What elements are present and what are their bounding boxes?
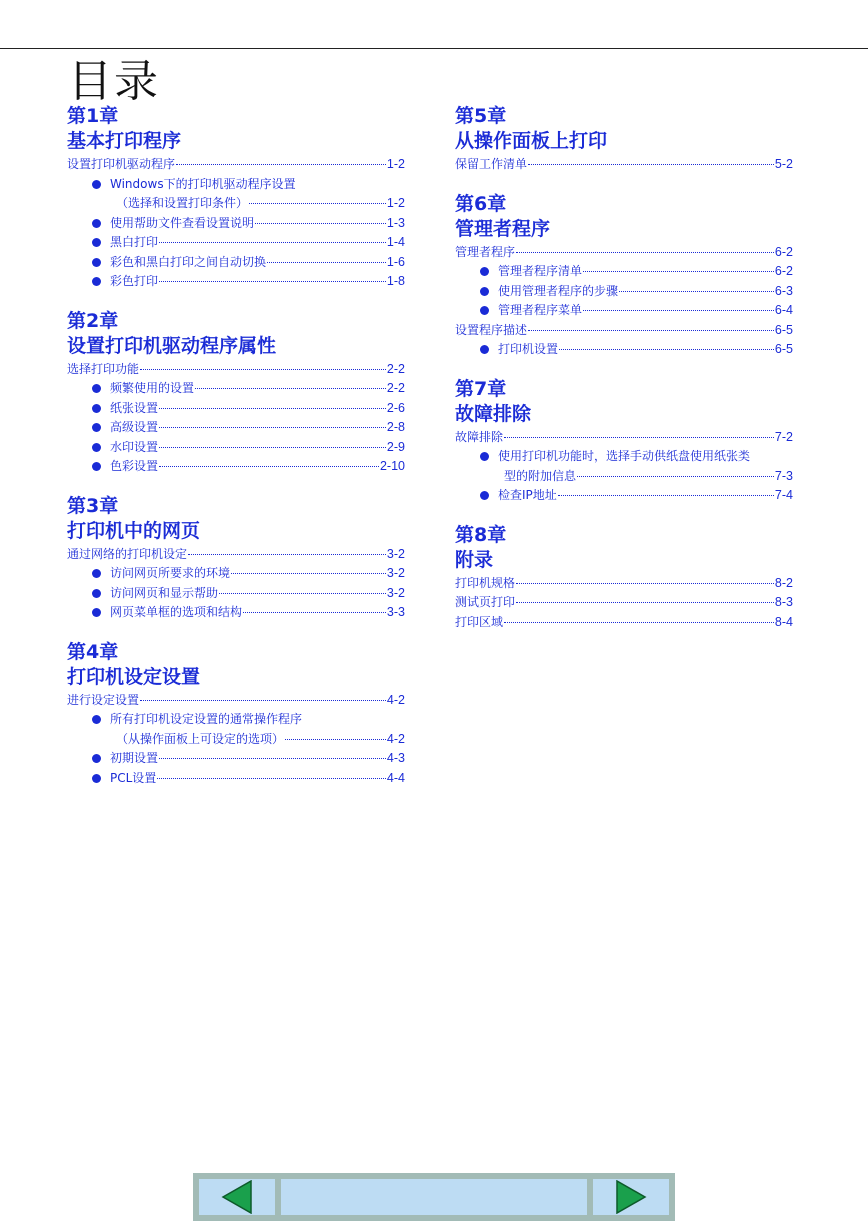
chapter-number: 第6章 [455, 192, 507, 215]
toc-subentry[interactable] [67, 399, 405, 419]
entry-text: 设置程序描述 [455, 322, 528, 337]
dot-leader [243, 612, 386, 613]
page-number: 6-2 [774, 264, 793, 278]
page-number: 1-6 [386, 254, 405, 269]
entry-text-continued: 型的附加信息 [504, 468, 577, 483]
page-number: 8-4 [774, 614, 793, 629]
entry-text: 管理者程序 [455, 244, 516, 259]
chapter-title[interactable]: 打印机设定设置 [67, 665, 201, 688]
chapter-number: 第8章 [455, 523, 507, 546]
dot-leader [516, 252, 774, 253]
entry-text-continued: （选择和设置打印条件） [116, 196, 249, 210]
dot-leader [285, 739, 386, 740]
toc-entry[interactable] [455, 321, 793, 341]
dot-leader [583, 310, 774, 311]
toc-entry[interactable] [67, 155, 405, 175]
chapter-section [455, 104, 793, 175]
chapter-number: 第2章 [67, 309, 119, 332]
entry-text: 初期设置 [110, 751, 159, 765]
toc-subentry[interactable] [455, 282, 793, 302]
entry-text: 访问网页所要求的环境 [110, 566, 231, 580]
chapter-section [67, 640, 405, 789]
entry-text: 网页菜单框的选项和结构 [110, 605, 243, 619]
header-rule [0, 48, 868, 49]
dot-leader [504, 437, 774, 438]
toc-subentry[interactable] [455, 486, 793, 506]
entry-text: 频繁使用的设置 [110, 381, 195, 395]
dot-leader [255, 223, 386, 224]
chapter-title[interactable]: 设置打印机驱动程序属性 [67, 334, 277, 357]
chapter-section [67, 309, 405, 477]
chapter-title[interactable]: 基本打印程序 [67, 130, 182, 152]
toc-subentry[interactable] [67, 418, 405, 438]
toc-subentry[interactable] [455, 447, 793, 486]
entry-text: 高级设置 [110, 420, 159, 434]
dot-leader [516, 602, 774, 603]
dot-leader [159, 427, 386, 428]
chapter-number: 第1章 [67, 105, 119, 127]
dot-leader [219, 593, 386, 594]
page-number: 6-3 [774, 283, 793, 298]
chapter-title[interactable]: 附录 [455, 548, 494, 571]
page-number: 4-4 [386, 770, 405, 785]
toc-entry[interactable] [455, 428, 793, 448]
dot-leader [159, 408, 386, 409]
entry-text: 所有打印机设定设置的通常操作程序 [110, 712, 303, 726]
dot-leader [619, 291, 774, 292]
entry-text: 打印机设置 [498, 342, 559, 356]
dot-leader [504, 622, 774, 623]
toc-entry[interactable] [455, 593, 793, 613]
dot-leader [157, 778, 386, 779]
chapter-section [455, 377, 793, 506]
previous-page-button[interactable] [199, 1179, 275, 1215]
page-number: 2-9 [386, 439, 405, 454]
entry-text: 彩色和黑白打印之间自动切换 [110, 254, 267, 269]
toc-right-column [455, 104, 793, 649]
entry-text: 彩色打印 [110, 274, 159, 288]
entry-text: 纸张设置 [110, 400, 159, 415]
page-number: 2-8 [386, 420, 405, 434]
entry-text: 使用帮助文件查看设置说明 [110, 215, 255, 230]
toc-subentry[interactable] [67, 233, 405, 253]
chapter-number: 第5章 [455, 105, 507, 127]
page-number: 2-2 [386, 381, 405, 395]
chapter-number: 第3章 [67, 494, 119, 517]
page-number: 8-2 [774, 575, 793, 590]
chapter-number: 第7章 [455, 377, 507, 400]
chapter-title[interactable]: 从操作面板上打印 [455, 130, 608, 152]
chapter-section [455, 192, 793, 360]
toc-entry[interactable] [455, 243, 793, 263]
chapter-number: 第4章 [67, 640, 119, 663]
entry-text: PCL设置 [110, 770, 157, 785]
entry-text: 打印机规格 [455, 575, 516, 590]
dot-leader [140, 700, 386, 701]
page-number: 4-3 [386, 751, 405, 765]
dot-leader [559, 349, 774, 350]
entry-text-continued-row [110, 194, 405, 214]
entry-text: 测试页打印 [455, 595, 516, 609]
dot-leader [267, 262, 386, 263]
page-number: 5-2 [774, 157, 793, 171]
page-number: 7-2 [774, 429, 793, 444]
triangle-right-icon [615, 1180, 647, 1214]
dot-leader [249, 203, 386, 204]
page-number: 6-2 [774, 244, 793, 259]
dot-leader [583, 271, 774, 272]
dot-leader [159, 281, 386, 282]
dot-leader [140, 369, 386, 370]
page-number: 2-10 [379, 459, 405, 473]
entry-text: 通过网络的打印机设定 [67, 546, 188, 561]
toc-subentry[interactable] [67, 379, 405, 399]
chapter-section [455, 523, 793, 633]
toc-subentry[interactable] [67, 710, 405, 749]
page-number: 6-5 [774, 322, 793, 337]
page-number: 4-2 [386, 692, 405, 707]
toc-left-column [67, 104, 405, 805]
entry-text: 管理者程序菜单 [498, 303, 583, 317]
toc-subentry[interactable] [67, 272, 405, 292]
entry-text: 打印区域 [455, 614, 504, 629]
page-number: 8-3 [774, 595, 793, 609]
chapter-title[interactable]: 打印机中的网页 [67, 519, 201, 542]
toc-subentry[interactable] [455, 301, 793, 321]
entry-text: 选择打印功能 [67, 361, 140, 376]
entry-text: 保留工作清单 [455, 157, 528, 171]
dot-leader [159, 447, 386, 448]
toc-entry[interactable] [455, 613, 793, 633]
entry-text-continued-row [110, 730, 405, 750]
dot-leader [159, 758, 386, 759]
toc-subentry[interactable] [67, 214, 405, 234]
toc-entry[interactable] [455, 155, 793, 175]
dot-leader [231, 573, 386, 574]
navigation-center-panel [281, 1179, 587, 1215]
entry-text-continued-row [498, 467, 793, 487]
toc-subentry[interactable] [67, 749, 405, 769]
toc-subentry[interactable] [67, 564, 405, 584]
dot-leader [528, 164, 774, 165]
chapter-title[interactable]: 管理者程序 [455, 217, 551, 240]
dot-leader [558, 495, 774, 496]
entry-text: 黑白打印 [110, 235, 159, 249]
entry-text: 使用管理者程序的步骤 [498, 283, 619, 298]
entry-text: Windows下的打印机驱动程序设置 [110, 176, 296, 191]
toc-subentry[interactable] [455, 262, 793, 282]
entry-text: 访问网页和显示帮助 [110, 585, 219, 600]
page-navigation-bar [193, 1173, 675, 1221]
entry-text: 管理者程序清单 [498, 264, 583, 278]
entry-text-continued: （从操作面板上可设定的选项） [116, 731, 285, 746]
toc-entry[interactable] [67, 360, 405, 380]
entry-text: 水印设置 [110, 439, 159, 454]
entry-text: 色彩设置 [110, 459, 159, 473]
next-page-button[interactable] [593, 1179, 669, 1215]
page-number: 6-4 [774, 303, 793, 317]
chapter-section [67, 494, 405, 623]
toc-subentry[interactable] [67, 457, 405, 477]
toc-entry[interactable] [455, 574, 793, 594]
toc-subentry[interactable] [67, 584, 405, 604]
entry-text: 检查IP地址 [498, 488, 557, 502]
chapter-section [67, 104, 405, 292]
page-number: 1-3 [386, 215, 405, 230]
page-title: 目录 [68, 56, 160, 107]
entry-text: 故障排除 [455, 429, 504, 444]
toc-entry[interactable] [67, 691, 405, 711]
toc-subentry[interactable] [67, 769, 405, 789]
page-number: 3-3 [386, 605, 405, 619]
page-number: 2-2 [386, 361, 405, 376]
dot-leader [195, 388, 386, 389]
triangle-left-icon [221, 1180, 253, 1214]
toc-subentry[interactable] [67, 438, 405, 458]
page-number: 7-4 [774, 488, 793, 502]
toc-subentry[interactable] [67, 603, 405, 623]
page-number: 6-5 [774, 342, 793, 356]
page-number: 3-2 [386, 585, 405, 600]
page-number: 2-6 [386, 400, 405, 415]
page-number: 7-3 [774, 468, 793, 483]
toc-subentry[interactable] [67, 175, 405, 214]
page-number: 1-2 [386, 157, 405, 171]
chapter-title[interactable]: 故障排除 [455, 402, 532, 425]
entry-text: 设置打印机驱动程序 [67, 157, 176, 171]
page-number: 1-2 [386, 196, 405, 210]
entry-text: 进行设定设置 [67, 692, 140, 707]
page-number: 4-2 [386, 731, 405, 746]
dot-leader [528, 330, 774, 331]
dot-leader [159, 466, 379, 467]
toc-subentry[interactable] [67, 253, 405, 273]
page-number: 3-2 [386, 546, 405, 561]
dot-leader [176, 164, 386, 165]
dot-leader [188, 554, 386, 555]
toc-subentry[interactable] [455, 340, 793, 360]
page-number: 1-8 [386, 274, 405, 288]
entry-text: 使用打印机功能时，选择手动供纸盘使用纸张类 [498, 449, 751, 463]
page-number: 1-4 [386, 235, 405, 249]
page-number: 3-2 [386, 566, 405, 580]
dot-leader [159, 242, 386, 243]
dot-leader [577, 476, 774, 477]
dot-leader [516, 583, 774, 584]
toc-entry[interactable] [67, 545, 405, 565]
